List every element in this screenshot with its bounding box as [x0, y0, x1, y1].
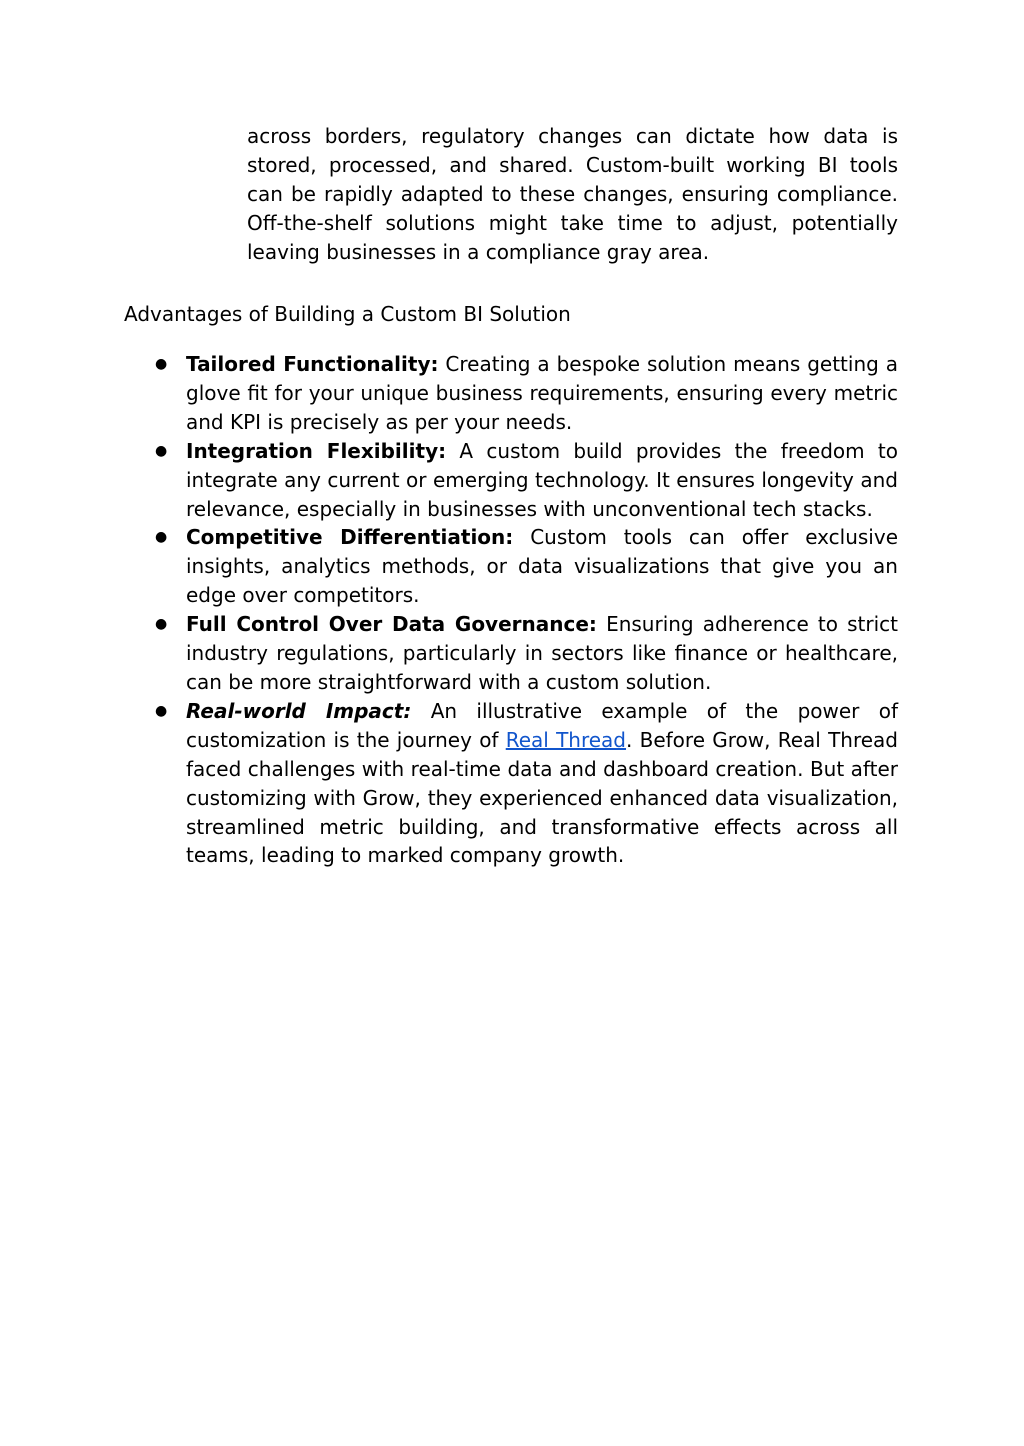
item-text: . Before Grow, Real Thread faced challenges with real-time data and dashboard creation. But after customizing with Grow, they experienced enhanced data visualization, streamlined metric building, and transformative effects across all teams, leading to marked company growth.: [186, 727, 899, 868]
list-item: [124, 523, 898, 610]
item-lead: Real-world Impact:: [186, 698, 412, 723]
item-lead: Integration Flexibility:: [186, 438, 447, 463]
real-thread-link[interactable]: Real Thread: [505, 727, 627, 752]
list-item: [124, 437, 898, 524]
item-text: Creating a bespoke solution means getting a glove fit for your unique business requirements, ensuring every metric and KPI is precisely as per your needs.: [186, 352, 898, 434]
advantages-list: [124, 350, 898, 870]
item-lead: Competitive Differentiation:: [186, 525, 514, 550]
item-lead: Tailored Functionality:: [186, 352, 439, 376]
item-text: Custom tools can offer exclusive insights, analytics methods, or data visualizations that give you an edge over competitors.: [186, 525, 898, 608]
bullet-icon: ●: [155, 702, 168, 719]
bullet-icon: ●: [155, 616, 168, 633]
list-item: [124, 697, 898, 870]
item-text: Ensuring adherence to strict industry regulations, particularly in sectors like finance or healthcare, can be more straightforward with a custom solution.: [186, 612, 898, 694]
bullet-icon: ●: [155, 442, 168, 459]
item-text: An illustrative example of the power of customization is the journey of: [186, 698, 899, 752]
list-item: [124, 610, 898, 697]
list-item: [124, 350, 898, 437]
item-text: A custom build provides the freedom to integrate any current or emerging technology. It ensures longevity and relevance, especially in businesses with unconventional tech stacks.: [186, 438, 899, 521]
bullet-icon: ●: [155, 529, 168, 546]
bullet-icon: ●: [155, 356, 168, 372]
section-heading: Advantages of Building a Custom BI Solution: [124, 302, 571, 326]
item-lead: Full Control Over Data Governance:: [186, 612, 597, 637]
continuation-paragraph: across borders, regulatory changes can dictate how data is stored, processed, and shared. Custom-built working BI tools can be rapidly adapted to these changes, ensuring compliance. Off-the-shelf solutions might take time to adjust, potentially leaving businesses in a compliance gray area.: [247, 124, 898, 264]
